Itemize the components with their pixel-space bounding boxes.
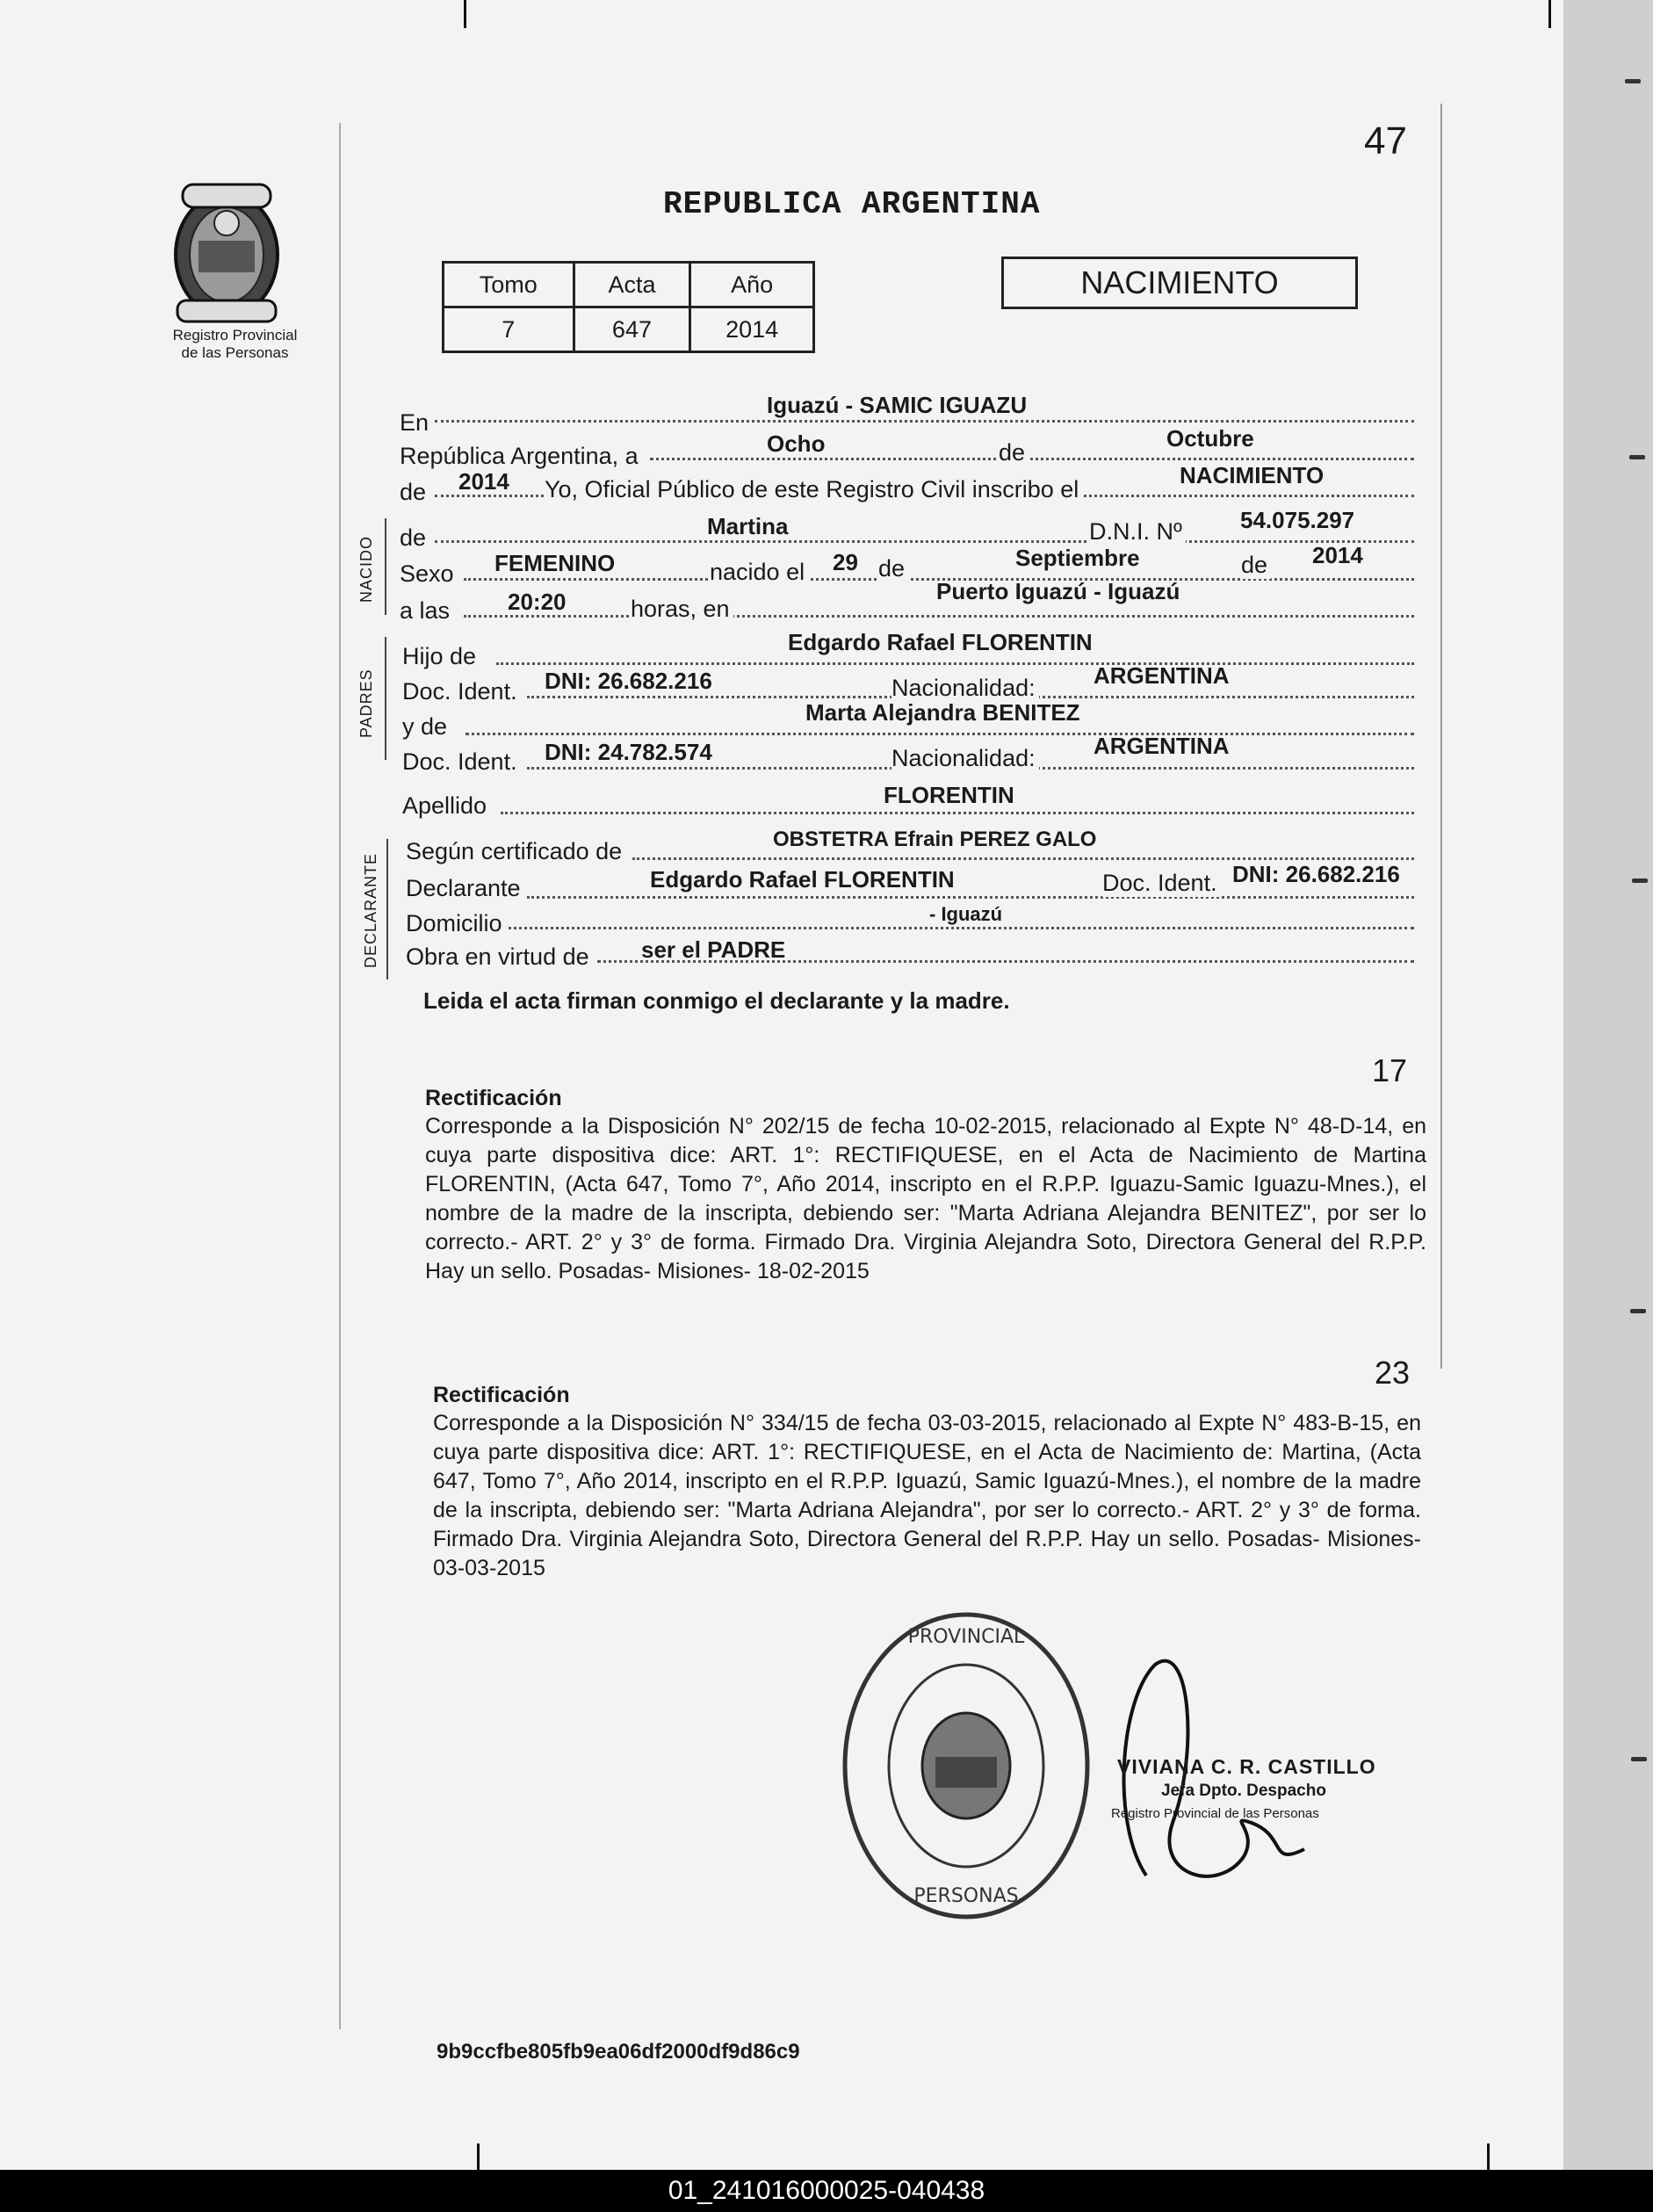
header-anio: Año [690,263,814,307]
label-doc-ident: Doc. Ident. [402,678,521,705]
label-alas: a las [400,597,453,625]
label-de: de [400,479,429,506]
label-obra: Obra en virtud de [406,943,593,971]
rectificacion-number: 23 [1375,1355,1411,1391]
province-emblem [156,179,297,325]
value-domicilio: - Iguazú [929,903,1003,925]
dotted-line [527,896,1414,899]
dotted-line [501,812,1414,814]
value-acta: 647 [574,307,690,352]
value-dni: 54.075.297 [1240,507,1355,533]
nacido-bracket [385,518,386,615]
label-dni: D.N.I. Nº [1089,518,1186,546]
label-y-de: y de [402,713,451,741]
header-acta: Acta [574,263,690,307]
label-certificado: Según certificado de [406,838,625,865]
closing-statement: Leida el acta firman conmigo el declarante y la madre. [423,987,1010,1014]
document-title: REPUBLICA ARGENTINA [663,186,1041,222]
svg-text:PERSONAS: PERSONAS [913,1885,1019,1907]
value-declarante: Edgardo Rafael FLORENTIN [650,866,955,893]
label-nacido: nacido el [710,559,808,586]
logo-caption-line2: de las Personas [181,344,289,361]
side-label-padres: PADRES [357,669,375,738]
logo-caption [141,327,329,362]
signatory-role: Jefa Dpto. Despacho [1161,1782,1326,1800]
label-sexo: Sexo [400,560,458,588]
edge-tick [1629,455,1645,459]
handwritten-signature [1094,1647,1357,1911]
side-label-declarante: DECLARANTE [362,852,379,968]
header-tomo: Tomo [444,263,574,307]
dotted-line [650,458,1414,460]
rectificacion-text: Corresponde a la Disposición N° 202/15 de fecha 10-02-2015, relacionado al Expte N° 48-D-14, en cuya parte dispositiva dice: ART. 1°: RECTIFIQUESE, en el Acta de Nacimiento de Martina FLORENTIN, (Acta 647, Tomo 7°, Año 2014, inscripto en el R.P.P. Iguazu-Samic Iguazu-Mnes.), el nombre de la madre de la inscripta, debiendo ser: "Marta Adriana Alejandra BENITEZ", por ser lo correcto.- ART. 2° y 3° de forma. Firmado Dra. Virginia Alejandra Soto, Directora General del R.P.P. Hay un sello. Posadas- Misiones- 18-02-2015 [425,1114,1426,1283]
value-dia: Ocho [767,430,826,457]
edge-tick [1632,878,1648,883]
signatory-office: Registro Provincial de las Personas [1111,1806,1319,1821]
left-margin-rule [339,123,341,2029]
label-apellido: Apellido [402,792,490,820]
adjacent-page-edge [1563,0,1653,2170]
value-nacionalidad-padre: ARGENTINA [1094,662,1230,689]
value-nacido-anio: 2014 [1312,542,1363,568]
label-de: de [878,555,908,582]
label-nacionalidad: Nacionalidad: [891,675,1039,702]
bottom-edge-mark [1487,2143,1490,2170]
value-nombre: Martina [707,513,789,539]
dotted-line [632,857,1414,860]
label-nacionalidad: Nacionalidad: [891,745,1039,772]
label-de: de [999,439,1029,466]
label-horas: horas, en [631,596,733,623]
label-doc-ident: Doc. Ident. [1102,870,1221,897]
label-republica: República Argentina, a [400,443,642,470]
edge-tick [1630,1309,1646,1313]
value-en: Iguazú - SAMIC IGUAZU [767,392,1028,418]
page-number: 47 [1364,119,1407,163]
official-stamp [839,1608,1094,1924]
tomo-acta-anio-table [442,261,815,353]
value-obra: ser el PADRE [641,936,786,963]
signatory-name: VIVIANA C. R. CASTILLO [1117,1755,1376,1778]
dotted-line [435,540,1414,543]
top-edge-mark [1548,0,1551,28]
top-edge-mark [464,0,466,28]
label-inscribo: Yo, Oficial Público de este Registro Civil inscribo el [545,476,1082,503]
dotted-line [496,662,1414,665]
rectificacion-title: Rectificación [433,1383,570,1407]
label-en: En [400,409,432,437]
value-doc-padre: DNI: 26.682.216 [545,668,712,694]
dotted-line [435,420,1414,423]
value-padre: Edgardo Rafael FLORENTIN [788,629,1093,655]
bottom-edge-mark [477,2143,480,2170]
value-anio: 2014 [690,307,814,352]
side-label-nacido: NACIDO [357,535,375,603]
logo-caption-line1: Registro Provincial [172,327,298,343]
edge-tick [1631,1757,1647,1761]
value-doc-madre: DNI: 24.782.574 [545,739,712,765]
document-hash: 9b9ccfbe805fb9ea06df2000df9d86c9 [437,2040,800,2064]
value-lugar: Puerto Iguazú - Iguazú [936,578,1180,604]
value-mes: Octubre [1166,425,1254,452]
rectificacion-text: Corresponde a la Disposición N° 334/15 de fecha 03-03-2015, relacionado al Expte N° 483-B-15, en cuya parte dispositiva dice: ART. 1°: RECTIFIQUESE, en el Acta de Nacimiento de: Martina, (Acta 647, Tomo 7°, Año 2014, inscripto en el R.P.P. Iguazú, Samic Iguazú-Mnes.), el nombre de la madre de la inscripta, debiendo ser: "Marta Adriana Alejandra", por ser lo correcto.- ART. 2° y 3° de forma. Firmado Dra. Virginia Alejandra Soto, Directora General del R.P.P. Hay un sello. Posadas- Misiones- 03-03-2015 [433,1411,1421,1580]
label-hijo: Hijo de [402,643,480,670]
label-de: de [1241,552,1271,579]
value-certificado: OBSTETRA Efrain PEREZ GALO [773,828,1097,851]
value-doc-declarante: DNI: 26.682.216 [1232,861,1400,887]
value-anio-inscripcion: 2014 [458,468,509,495]
svg-text:PROVINCIAL: PROVINCIAL [907,1626,1025,1648]
value-nacido-dia: 29 [833,549,858,575]
rectificacion-title: Rectificación [425,1086,562,1110]
value-apellido: FLORENTIN [884,782,1014,808]
value-tomo: 7 [444,307,574,352]
padres-bracket [385,637,386,760]
label-doc-ident: Doc. Ident. [402,748,521,776]
right-margin-rule [1440,104,1442,1369]
value-madre: Marta Alejandra BENITEZ [805,699,1080,726]
dotted-line [492,927,1414,929]
label-domicilio: Domicilio [406,910,506,937]
label-de: de [400,524,429,552]
label-declarante: Declarante [406,875,524,902]
rectificacion-number: 17 [1372,1052,1408,1088]
edge-tick [1625,79,1641,83]
dotted-line [466,733,1414,735]
value-sexo: FEMENINO [494,550,616,576]
scan-id-footer: 01_241016000025-040438 [0,2170,1653,2212]
value-nacionalidad-madre: ARGENTINA [1094,733,1230,759]
value-inscribo: NACIMIENTO [1180,462,1325,488]
value-nacido-mes: Septiembre [1015,545,1140,571]
value-hora: 20:20 [508,589,567,615]
dotted-line [464,615,1414,618]
declarante-bracket [386,839,388,979]
act-type-box: NACIMIENTO [1001,257,1358,309]
